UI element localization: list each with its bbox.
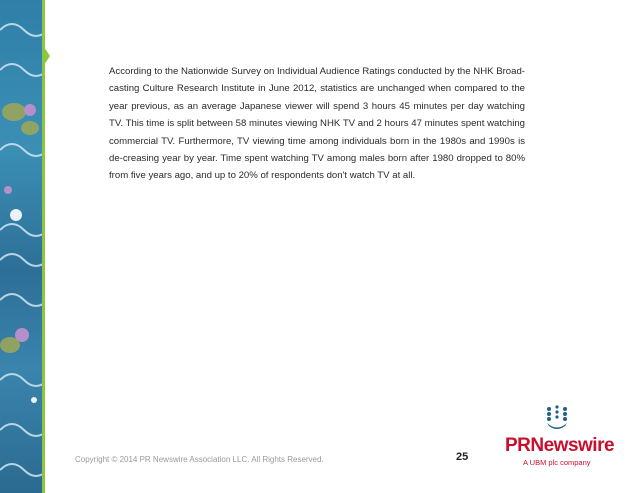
- green-vertical-rule: [42, 0, 45, 493]
- logo-tagline: A UBM plc company: [523, 458, 591, 467]
- copyright-footer: Copyright © 2014 PR Newswire Association LLC. All Rights Reserved.: [75, 455, 324, 464]
- green-tab-marker: [42, 44, 50, 68]
- logo-brand-text: PRNewswire: [505, 435, 615, 456]
- page-number: 25: [456, 451, 469, 463]
- prnewswire-dot-mark-icon: [545, 405, 569, 431]
- wave-pattern-art: [0, 0, 42, 493]
- decorative-side-artwork: [0, 0, 42, 493]
- body-paragraph: According to the Nationwide Survey on Individual Audience Ratings conducted by the NHK Broad-casting Culture Research Institute in June 2012, statistics are unchanged when compared to the year previous, as an average Japanese viewer will spend 3 hours 45 minutes per day watching TV. This time is split between 58 minutes viewing NHK TV and 2 hours 47 minutes spent watching commercial TV. Furthermore, TV viewing time among individuals born in the 1980s and 1990s is de-creasing year by year. Time spent watching TV among males born after 1980 dropped to 80% from five years ago, and up to 20% of respondents don't watch TV at all.: [109, 66, 525, 182]
- prnewswire-logo: [505, 405, 615, 475]
